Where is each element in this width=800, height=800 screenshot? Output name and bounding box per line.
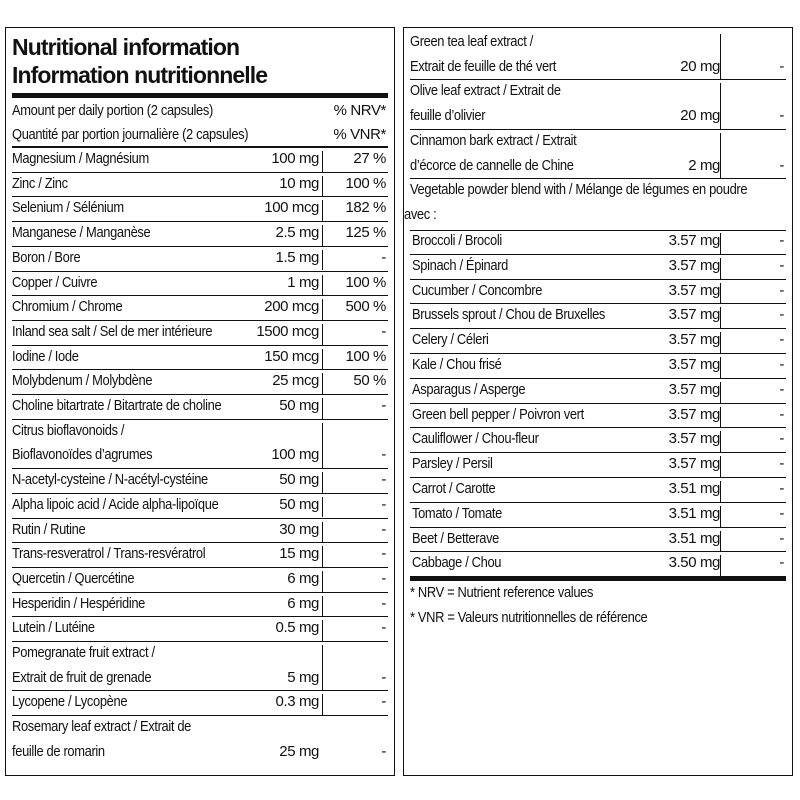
amount-column-divider	[720, 83, 721, 128]
amount-column-divider	[322, 645, 323, 690]
amount-column-divider	[720, 407, 721, 428]
nutrient-name: Extrait de fruit de grenade	[12, 668, 152, 686]
vegetable-amount: 3.57 mg	[668, 256, 720, 274]
nutrient-name: Boron / Bore	[12, 248, 81, 266]
vegetable-nrv: -	[779, 480, 784, 497]
row-divider	[12, 221, 388, 222]
nutrient-amount: 25 mg	[279, 742, 319, 760]
vegetable-name: Brussels sprout / Chou de Bruxelles	[412, 306, 606, 324]
table-end-divider	[410, 577, 786, 581]
nutrient-amount: 20 mg	[680, 57, 720, 75]
nutrient-name: Citrus bioflavonoids /	[12, 421, 125, 439]
nutrient-amount: 50 mg	[279, 495, 319, 513]
nutrient-amount: 0.5 mg	[275, 619, 319, 637]
nutrient-nrv: -	[381, 569, 386, 587]
nutrient-amount: 100 mg	[271, 446, 319, 464]
nutrient-amount: 6 mg	[287, 594, 319, 612]
vegetable-nrv: -	[779, 405, 784, 423]
row-divider	[410, 502, 786, 503]
nutrient-name: Rosemary leaf extract / Extrait de	[12, 718, 192, 736]
amount-column-divider	[322, 299, 323, 320]
nutrient-nrv: -	[381, 520, 386, 538]
nutrient-name: feuille d’olivier	[410, 107, 486, 125]
row-divider	[12, 394, 388, 395]
nutrient-nrv: -	[381, 397, 386, 414]
amount-column-divider	[322, 694, 323, 715]
row-divider	[12, 295, 388, 296]
row-divider	[12, 419, 388, 420]
footnote-nrv: * NRV = Nutrient reference values	[410, 584, 594, 601]
row-divider	[12, 715, 388, 716]
nutrient-nrv: -	[381, 619, 386, 637]
nutrient-name: Extrait de feuille de thé vert	[410, 57, 556, 75]
nutrient-amount: 30 mg	[279, 520, 319, 538]
title-divider	[12, 93, 388, 98]
amount-column-divider	[322, 472, 323, 493]
nutrient-name: Olive leaf extract / Extrait de	[410, 82, 561, 100]
vegetable-heading-divider	[410, 230, 786, 231]
vegetable-amount: 3.57 mg	[668, 306, 720, 324]
nutrient-name: Cinnamon bark extract / Extrait	[410, 131, 577, 149]
vegetable-amount: 3.51 mg	[668, 480, 720, 497]
row-divider	[410, 551, 786, 552]
amount-column-divider	[720, 555, 721, 576]
amount-column-divider	[720, 531, 721, 552]
nutrient-amount: 100 mcg	[264, 199, 319, 217]
vegetable-name: Tomato / Tomate	[412, 504, 502, 522]
row-divider	[410, 279, 786, 280]
vegetable-amount: 3.57 mg	[668, 232, 720, 249]
nutrient-nrv: -	[381, 668, 386, 686]
vegetable-name: Green bell pepper / Poivron vert	[412, 405, 584, 423]
nutrient-name: Chromium / Chrome	[12, 298, 123, 316]
amount-column-divider	[322, 522, 323, 543]
nutrient-name: Selenium / Sélénium	[12, 199, 124, 217]
row-divider	[410, 378, 786, 379]
row-divider	[12, 493, 388, 494]
vegetable-nrv: -	[779, 504, 784, 522]
nutrient-amount: 0.3 mg	[275, 693, 319, 711]
nutrient-nrv: -	[381, 545, 386, 563]
vegetable-name: Cauliflower / Chou-fleur	[412, 430, 539, 448]
nutrient-name: Lycopene / Lycopène	[12, 693, 128, 711]
nutrient-amount: 1.5 mg	[275, 248, 319, 266]
nutrient-amount: 25 mcg	[272, 372, 319, 390]
nutrient-nrv: -	[381, 693, 386, 711]
amount-column-divider	[720, 258, 721, 279]
row-divider	[12, 641, 388, 642]
amount-column-divider	[720, 283, 721, 304]
header-divider	[12, 146, 388, 148]
amount-column-divider	[322, 324, 323, 345]
row-divider	[410, 328, 786, 329]
nutrient-name: Magnesium / Magnésium	[12, 150, 149, 167]
nutrient-nrv: 500 %	[345, 298, 386, 316]
nutrient-name: Trans-resveratrol / Trans-resvératrol	[12, 545, 206, 563]
vegetable-nrv: -	[779, 232, 784, 249]
nutrient-amount: 6 mg	[287, 569, 319, 587]
nutrition-panel-left	[5, 27, 395, 776]
row-divider	[12, 468, 388, 469]
row-divider	[410, 353, 786, 354]
row-divider	[12, 246, 388, 247]
row-divider	[12, 518, 388, 519]
amount-column-divider	[720, 481, 721, 502]
row-divider	[12, 345, 388, 346]
vegetable-amount: 3.51 mg	[668, 529, 720, 547]
vegetable-amount: 3.57 mg	[668, 430, 720, 448]
amount-column-divider	[322, 200, 323, 221]
amount-column-divider	[720, 233, 721, 254]
nutrient-name: Quercetin / Quercétine	[12, 569, 135, 587]
nutrient-amount: 150 mcg	[264, 347, 319, 365]
vegetable-amount: 3.57 mg	[668, 281, 720, 299]
nutrient-name: Hesperidin / Hespéridine	[12, 594, 146, 612]
row-divider	[12, 690, 388, 691]
nutrient-nrv: -	[381, 446, 386, 464]
vegetable-nrv: -	[779, 554, 784, 572]
amount-column-divider	[322, 373, 323, 394]
amount-column-divider	[720, 506, 721, 527]
nutrient-name: Rutin / Rutine	[12, 520, 86, 538]
row-divider	[12, 616, 388, 617]
nutrient-nrv: -	[381, 471, 386, 489]
nutrient-amount: 50 mg	[279, 397, 319, 414]
row-divider	[12, 369, 388, 370]
vegetable-amount: 3.57 mg	[668, 356, 720, 373]
row-divider	[410, 303, 786, 304]
row-divider	[12, 542, 388, 543]
nutrient-name: Inland sea salt / Sel de mer intérieure	[12, 322, 213, 340]
footnote-vnr: * VNR = Valeurs nutritionnelles de référence	[410, 609, 648, 626]
row-divider	[12, 196, 388, 197]
amount-column-divider	[322, 176, 323, 197]
vegetable-nrv: -	[779, 430, 784, 448]
nutrient-amount: 200 mcg	[264, 298, 319, 316]
vegetable-nrv: -	[779, 529, 784, 547]
vegetable-name: Cabbage / Chou	[412, 554, 502, 572]
amount-column-divider	[720, 133, 721, 178]
nutrient-nrv: 100 %	[345, 273, 386, 291]
vegetable-name: Parsley / Persil	[412, 455, 493, 473]
amount-column-divider	[322, 571, 323, 592]
vegetable-blend-heading-line1: Vegetable powder blend with / Mélange de légumes en poudre	[410, 181, 748, 198]
nrv-header: % NRV*	[333, 102, 386, 119]
nutrient-name: Copper / Cuivre	[12, 273, 98, 291]
vegetable-amount: 3.51 mg	[668, 504, 720, 522]
nutrient-name: Lutein / Lutéine	[12, 619, 95, 637]
nutrient-name: feuille de romarin	[12, 742, 105, 760]
nutrient-nrv: 100 %	[345, 347, 386, 365]
vegetable-name: Broccoli / Brocoli	[412, 232, 502, 249]
amount-column-divider	[322, 225, 323, 246]
nutrient-nrv: 100 %	[345, 174, 386, 192]
nutrient-name: Choline bitartrate / Bitartrate de choline	[12, 397, 222, 414]
amount-column-divider	[322, 546, 323, 567]
vegetable-nrv: -	[779, 256, 784, 274]
row-divider	[410, 129, 786, 130]
row-divider	[12, 172, 388, 173]
row-divider	[12, 320, 388, 321]
nutrient-amount: 10 mg	[279, 174, 319, 192]
title-french: Information nutritionnelle	[12, 62, 268, 88]
nutrient-amount: 100 mg	[271, 150, 319, 167]
vegetable-nrv: -	[779, 306, 784, 324]
portion-label-french: Quantité par portion journalière (2 capsules)	[12, 126, 249, 143]
vegetable-nrv: -	[779, 455, 784, 473]
vegetable-nrv: -	[779, 281, 784, 299]
nutrient-nrv: -	[381, 495, 386, 513]
nutrition-panel-right	[403, 27, 793, 776]
amount-column-divider	[322, 596, 323, 617]
amount-column-divider	[720, 34, 721, 79]
nutrient-nrv: 50 %	[353, 372, 386, 390]
nutrient-nrv: 27 %	[353, 150, 386, 167]
row-divider	[12, 567, 388, 568]
nutrient-name: Pomegranate fruit extract /	[12, 644, 155, 661]
nutrient-amount: 1500 mcg	[256, 322, 319, 340]
amount-column-divider	[720, 307, 721, 328]
amount-column-divider	[322, 398, 323, 419]
amount-column-divider	[322, 349, 323, 370]
nutrient-name: Bioflavonoïdes d’agrumes	[12, 446, 153, 464]
vegetable-name: Carrot / Carotte	[412, 480, 496, 497]
vegetable-name: Kale / Chou frisé	[412, 356, 502, 373]
nutrient-name: Green tea leaf extract /	[410, 33, 533, 50]
vegetable-blend-heading-line2: avec :	[404, 206, 437, 223]
nutrient-name: Zinc / Zinc	[12, 174, 68, 192]
nutrient-name: d’écorce de cannelle de Chine	[410, 156, 574, 174]
nutrient-name: Molybdenum / Molybdène	[12, 372, 153, 390]
nutrient-amount: 1 mg	[287, 273, 319, 291]
amount-column-divider	[322, 151, 323, 172]
vegetable-amount: 3.57 mg	[668, 331, 720, 349]
row-divider	[410, 79, 786, 80]
nutrient-nrv: -	[779, 57, 784, 75]
nutrient-amount: 15 mg	[279, 545, 319, 563]
row-divider	[410, 254, 786, 255]
row-divider	[410, 527, 786, 528]
vnr-header: % VNR*	[333, 126, 386, 143]
amount-column-divider	[720, 382, 721, 403]
vegetable-nrv: -	[779, 380, 784, 398]
nutrient-nrv: -	[381, 322, 386, 340]
vegetable-nrv: -	[779, 356, 784, 373]
row-divider	[410, 403, 786, 404]
row-divider	[12, 592, 388, 593]
nutrient-name: Iodine / Iode	[12, 347, 79, 365]
amount-column-divider	[720, 357, 721, 378]
nutrient-nrv: 182 %	[345, 199, 386, 217]
amount-column-divider	[322, 250, 323, 271]
nutrient-amount: 2.5 mg	[275, 224, 319, 242]
nutrient-amount: 5 mg	[287, 668, 319, 686]
nutrient-nrv: -	[779, 156, 784, 174]
row-divider	[410, 178, 786, 179]
amount-column-divider	[322, 423, 323, 468]
amount-column-divider	[720, 431, 721, 452]
nutrient-amount: 20 mg	[680, 107, 720, 125]
nutrient-nrv: -	[381, 594, 386, 612]
nutrient-nrv: -	[381, 248, 386, 266]
vegetable-amount: 3.57 mg	[668, 405, 720, 423]
nutrient-name: Manganese / Manganèse	[12, 224, 151, 242]
vegetable-name: Celery / Céleri	[412, 331, 489, 349]
vegetable-name: Cucumber / Concombre	[412, 281, 543, 299]
nutrient-name: Alpha lipoic acid / Acide alpha-lipoïque	[12, 495, 219, 513]
vegetable-name: Spinach / Épinard	[412, 256, 508, 274]
vegetable-name: Asparagus / Asperge	[412, 380, 526, 398]
amount-column-divider	[720, 332, 721, 353]
amount-column-divider	[322, 620, 323, 641]
amount-column-divider	[322, 497, 323, 518]
row-divider	[410, 477, 786, 478]
nutrient-amount: 50 mg	[279, 471, 319, 489]
nutrient-nrv: -	[779, 107, 784, 125]
vegetable-amount: 3.57 mg	[668, 380, 720, 398]
vegetable-nrv: -	[779, 331, 784, 349]
vegetable-amount: 3.57 mg	[668, 455, 720, 473]
vegetable-name: Beet / Betterave	[412, 529, 500, 547]
row-divider	[410, 452, 786, 453]
nutrient-nrv: 125 %	[345, 224, 386, 242]
portion-label-english: Amount per daily portion (2 capsules)	[12, 102, 213, 119]
row-divider	[12, 271, 388, 272]
vegetable-amount: 3.50 mg	[668, 554, 720, 572]
nutrient-amount: 2 mg	[688, 156, 720, 174]
nutrient-name: N-acetyl-cysteine / N-acétyl-cystéine	[12, 471, 208, 489]
amount-column-divider	[322, 275, 323, 296]
nutrient-nrv: -	[381, 742, 386, 760]
amount-column-divider	[720, 456, 721, 477]
title-english: Nutritional information	[12, 34, 240, 60]
row-divider	[410, 427, 786, 428]
